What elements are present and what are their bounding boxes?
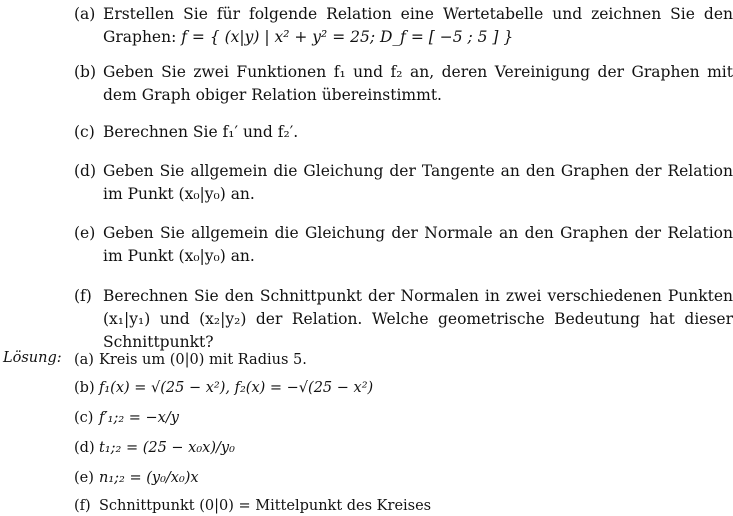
task-a-intro: Erstellen Sie für folgende Relation eine Wertetabelle und zeichnen Sie den Graphen: [103, 5, 733, 46]
solution-e [74, 468, 733, 488]
solution-heading: Lösung: [3, 350, 62, 366]
task-text: Geben Sie allgemein die Gleichung der Tangente an den Graphen der Relation im Punkt (x₀|y₀) an. [103, 162, 733, 203]
task-b [74, 61, 733, 107]
solution-label: (a) [74, 352, 94, 368]
solution-text: Schnittpunkt (0|0) = Mittelpunkt des Kreises [99, 498, 432, 514]
solution-label: (c) [74, 410, 94, 426]
solution-text: t₁;₂ = (25 − x₀x)/y₀ [99, 440, 235, 456]
task-text: Berechnen Sie f₁′ und f₂′. [103, 123, 299, 141]
task-a-formula: f = { (x|y) | x² + y² = 25; D_f = [ −5 ; 5 ] } [181, 28, 514, 46]
solution-text: f′₁;₂ = −x/y [99, 410, 179, 426]
solution-d [74, 438, 733, 458]
task-label: (e) [74, 224, 96, 242]
task-a [74, 3, 733, 49]
task-text: Geben Sie zwei Funktionen f₁ und f₂ an, deren Vereinigung der Graphen mit dem Graph obiger Relation übereinstimmt. [103, 63, 733, 104]
task-label: (c) [74, 123, 95, 141]
solution-label: (e) [74, 470, 94, 486]
task-d [74, 160, 733, 206]
solution-text: n₁;₂ = (y₀/x₀)x [99, 470, 199, 486]
task-text [103, 3, 733, 49]
task-e [74, 222, 733, 268]
solution-c [74, 408, 733, 428]
task-c [74, 121, 733, 144]
task-text: Geben Sie allgemein die Gleichung der Normale an den Graphen der Relation im Punkt (x₀|y₀) an. [103, 224, 733, 265]
solution-label: (d) [74, 440, 95, 456]
task-label: (f) [74, 287, 92, 305]
solution-a [74, 350, 733, 370]
solution-b [74, 378, 733, 398]
solution-text: f₁(x) = √(25 − x²), f₂(x) = −√(25 − x²) [99, 380, 374, 396]
task-f [74, 285, 733, 354]
solution-f [74, 496, 733, 516]
solution-text: Kreis um (0|0) mit Radius 5. [99, 352, 307, 368]
task-label: (b) [74, 63, 97, 81]
solution-label: (b) [74, 380, 95, 396]
task-label: (d) [74, 162, 97, 180]
solution-label: (f) [74, 498, 91, 514]
task-text: Berechnen Sie den Schnittpunkt der Normalen in zwei verschiedenen Punkten (x₁|y₁) und (x₂|y₂) der Relation. Welche geometrische Bedeutung hat dieser Schnittpunkt? [103, 287, 733, 351]
task-label: (a) [74, 5, 96, 23]
